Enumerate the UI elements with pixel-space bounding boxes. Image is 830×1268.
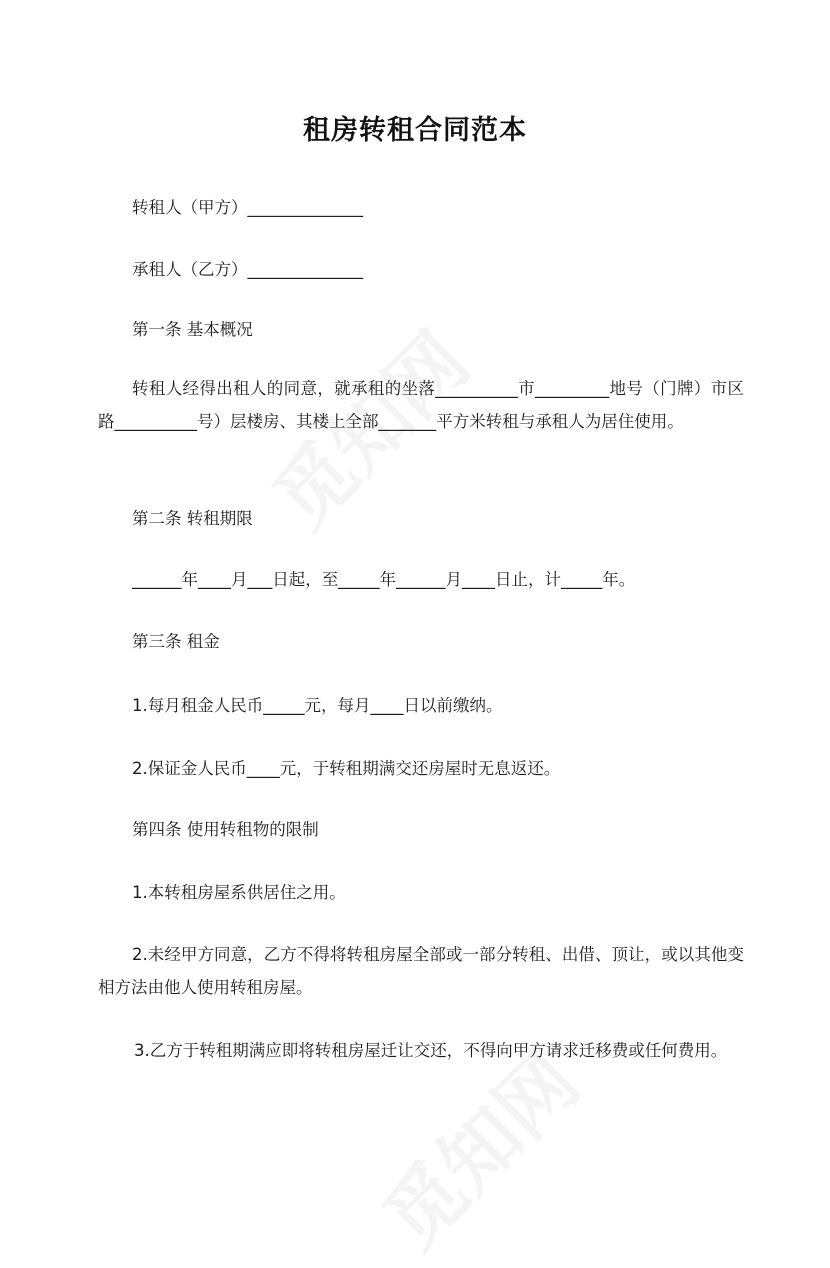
sublessor-line: 转租人（甲方）______________ [132,198,363,217]
sublessee-line: 承租人（乙方）______________ [132,260,363,279]
article3-item1: 1.每月租金人民币_____元，每月____日以前缴纳。 [132,696,503,715]
article2-text: ______年____月___日起，至_____年______月____日止，计_____年。 [132,570,636,589]
article1-heading: 第一条 基本概况 [132,320,253,339]
article4-item2: 2.未经甲方同意，乙方不得将转租房屋全部或一部分转租、出借、顶让，或以其他变相方法由他人使用转租房屋。 [98,945,744,997]
article4-heading: 第四条 使用转租物的限制 [132,820,319,839]
article1-text: 转租人经得出租人的同意，就承租的坐落__________市_________地号（门牌）市区路__________号）层楼房、其楼上全部_______平方米转租与承租人为居住使用。 [98,379,744,431]
document-title: 租房转租合同范本 [303,115,527,146]
article4-item1: 1.本转租房屋系供居住之用。 [132,883,346,902]
article4-item3: 3.乙方于转租期满应即将转租房屋迁让交还，不得向甲方请求迁移费或任何费用。 [134,1041,728,1060]
article3-heading: 第三条 租金 [132,632,220,651]
article3-item2: 2.保证金人民币____元，于转租期满交还房屋时无息返还。 [132,759,561,778]
article2-heading: 第二条 转租期限 [132,509,253,528]
